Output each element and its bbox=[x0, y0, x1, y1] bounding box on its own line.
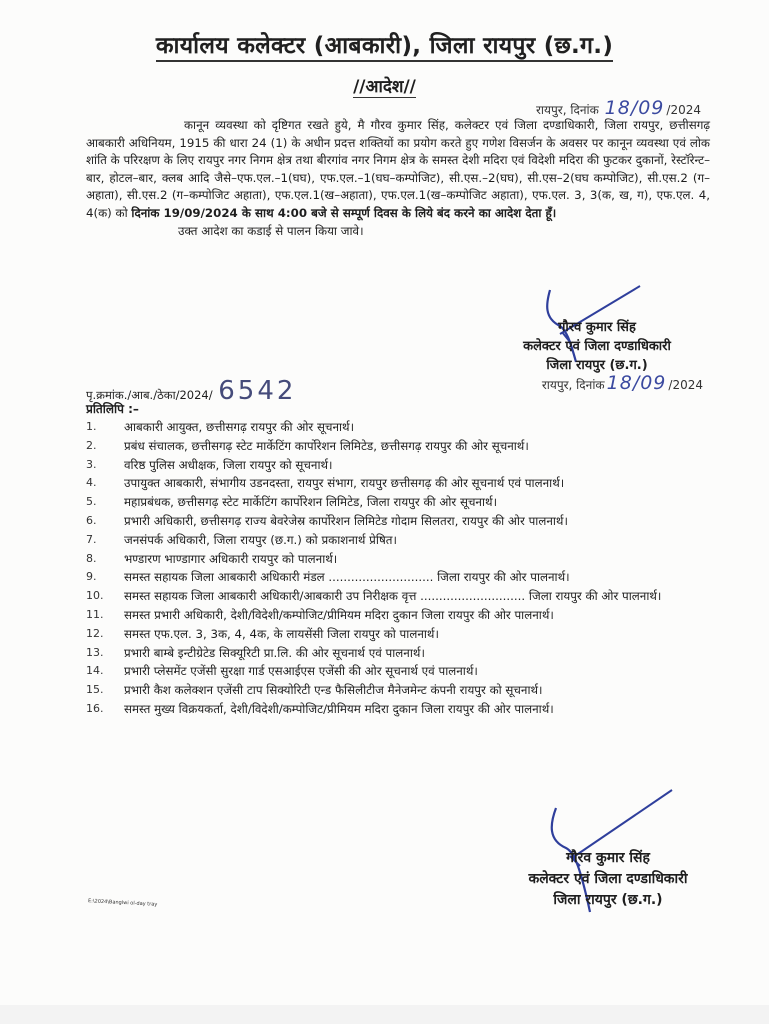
order-heading: //आदेश// bbox=[353, 77, 416, 97]
copy-item-number: 16. bbox=[86, 701, 104, 715]
copy-item-text: समस्त मुख्य विक्रयकर्ता, देशी/विदेशी/कम्पोजिट/प्रीमियम मदिरा दुकान जिला रायपुर की ओर पालनार्थ। bbox=[124, 701, 554, 716]
handwritten-date: 18/09 bbox=[606, 372, 667, 394]
copy-list-item bbox=[86, 701, 710, 718]
signature-date: रायपुर, दिनांक 18/09 /2024 bbox=[541, 372, 703, 394]
signatory-designation: कलेक्टर एवं जिला दण्डाधिकारी bbox=[523, 339, 671, 354]
copy-item-text: समस्त एफ.एल. 3, 3क, 4, 4क, के लायसेंसी जिला रायपुर को पालनार्थ। bbox=[124, 626, 439, 641]
copy-list-item bbox=[86, 663, 710, 680]
copy-item-number: 10. bbox=[86, 589, 104, 603]
signatory-district: जिला रायपुर (छ.ग.) bbox=[553, 892, 663, 908]
copy-item-text: उपायुक्त आबकारी, संभागीय उडनदस्ता, रायपुर संभाग, रायपुर छत्तीसगढ़ की ओर सूचनार्थ एवं पालनार्थ। bbox=[124, 476, 565, 491]
copy-item-text: प्रभारी कैश कलेक्शन एजेंसी टाप सिक्योरिटी एन्ड फैसिलीटीज मैनेजमेन्ट कंपनी रायपुर को सूचनार्थ। bbox=[124, 683, 543, 698]
reference-number: पृ.क्रमांक./आब./ठेका/2024/ 6542 bbox=[86, 376, 297, 406]
copy-list-item bbox=[86, 551, 710, 568]
copy-list-item bbox=[86, 626, 710, 643]
order-body bbox=[86, 117, 710, 240]
copy-list bbox=[86, 419, 710, 720]
compliance-line: उक्त आदेश का कडाई से पालन किया जावे। bbox=[178, 223, 364, 238]
copy-item-text: भण्डारण भाण्डागार अधिकारी रायपुर को पालनार्थ। bbox=[124, 551, 338, 566]
signatory-district: जिला रायपुर (छ.ग.) bbox=[546, 358, 648, 373]
copy-item-number: 1. bbox=[86, 420, 97, 433]
copy-item-text: जनसंपर्क अधिकारी, जिला रायपुर (छ.ग.) को प्रकाशनार्थ प्रेषित। bbox=[124, 532, 397, 547]
copy-item-text: समस्त सहायक जिला आबकारी अधिकारी/आबकारी उप निरीक्षक वृत्त ............................ जिला रायपुर की ओर पालनार्थ। bbox=[124, 589, 662, 604]
handwritten-ref-number: 6542 bbox=[218, 376, 297, 406]
copy-item-text: वरिष्ठ पुलिस अधीक्षक, जिला रायपुर को सूचनार्थ। bbox=[124, 457, 333, 472]
footer-file-path: E:\2024\Banglwi ol-day tray bbox=[87, 898, 158, 908]
copy-list-item bbox=[86, 569, 710, 586]
copy-list-item bbox=[86, 438, 710, 455]
copy-list-item bbox=[86, 607, 710, 624]
copy-item-number: 3. bbox=[86, 457, 97, 471]
copy-item-number: 4. bbox=[86, 476, 97, 490]
order-paragraph: कानून व्यवस्था को दृष्टिगत रखते हुये, मै गौरव कुमार सिंह, कलेक्टर एवं जिला दण्डाधिकारी, जिला रायपुर, छत्तीसगढ़ आबकारी अधिनियम, 1915 की धारा 24 (1) के अधीन प्रदत्त शक्तियों का प्रयोग करते हुए गणेश विसर्जन के अवसर पर कानून व्यवस्था एवं लोक शांति के परिरक्षण के लिए रायपुर नगर निगम क्षेत्र तथा बीरगांव नगर निगम क्षेत्र के समस्त देशी मदिरा एवं विदेशी मदिरा की फुटकर दुकानों, रेस्टॉरेन्ट–बार, होटल–बार, क्लब आदि जैसे–एफ.एल.–1(घघ), एफ.एल.–1(घघ–कम्पोजिट), सी.एस.–2(घघ), सी.एस–2(घघ कम्पोजिट), सी.एस.2 (ग–अहाता), सी.एस.2 (ग–कम्पोजिट अहाता), एफ.एल.1(ख–अहाता), एफ.एल.1(ख–कम्पोजिट अहाता), एफ.एल. 3, 3(क, ख, ग), एफ.एल. 4, 4(क) को दिनांक 19/09/2024 के साथ 4:00 बजे से सम्पूर्ण दिवस के लिये बंद करने का आदेश देता हूँ। bbox=[86, 118, 710, 220]
copy-list-item bbox=[86, 682, 710, 699]
signatory-designation: कलेक्टर एवं जिला दण्डाधिकारी bbox=[528, 871, 688, 887]
copy-list-item bbox=[86, 645, 710, 662]
copy-item-text: समस्त प्रभारी अधिकारी, देशी/विदेशी/कम्पोजिट/प्रीमियम मदिरा दुकान जिला रायपुर की ओर पालनार्थ। bbox=[124, 607, 554, 622]
copy-item-number: 5. bbox=[86, 495, 97, 509]
signatory-name: गौरव कुमार सिंह bbox=[558, 320, 636, 335]
copy-item-text: महाप्रबंधक, छत्तीसगढ़ स्टेट मार्केटिंग कार्पोरेशन लिमिटेड, जिला रायपुर की ओर सूचनार्थ। bbox=[124, 495, 498, 510]
copy-list-item bbox=[86, 532, 710, 549]
signatory-name: गौरव कुमार सिंह bbox=[566, 850, 650, 866]
handwritten-date: 18/09 bbox=[604, 97, 665, 119]
copy-item-number: 8. bbox=[86, 551, 97, 565]
copy-item-number: 14. bbox=[86, 664, 104, 678]
copy-list-item bbox=[86, 513, 710, 530]
copy-item-number: 6. bbox=[86, 513, 97, 527]
copy-label: प्रतिलिपि :– bbox=[86, 402, 139, 416]
copy-list-item bbox=[86, 419, 710, 436]
copy-item-number: 11. bbox=[86, 607, 104, 621]
copy-item-number: 13. bbox=[86, 645, 104, 659]
copy-item-number: 9. bbox=[86, 570, 97, 584]
copy-item-text: समस्त सहायक जिला आबकारी अधिकारी मंडल ............................ जिला रायपुर की ओर पालनार्थ। bbox=[124, 570, 570, 585]
copy-item-number: 12. bbox=[86, 626, 104, 640]
copy-list-item bbox=[86, 588, 710, 605]
copy-item-text: प्रभारी प्लेसमेंट एजेंसी सुरक्षा गार्ड एसआईएस एजेंसी की ओर सूचनार्थ एवं पालनार्थ। bbox=[124, 664, 478, 679]
copy-item-text: प्रभारी अधिकारी, छत्तीसगढ़ राज्य बेवरेजेस्र कार्पोरेशन लिमिटेड गोदाम सिलतरा, रायपुर की ओर पालनार्थ। bbox=[124, 513, 568, 528]
office-title: कार्यालय कलेक्टर (आबकारी), जिला रायपुर (छ.ग.) bbox=[0, 28, 769, 60]
copy-item-text: आबकारी आयुक्त, छत्तीसगढ़ रायपुर की ओर सूचनार्थ। bbox=[124, 420, 355, 434]
signature-block-1 bbox=[472, 318, 722, 375]
top-date: रायपुर, दिनांक 18/09 /2024 bbox=[536, 97, 701, 119]
copy-item-number: 2. bbox=[86, 438, 97, 452]
copy-item-text: प्रबंध संचालक, छत्तीसगढ़ स्टेट मार्केटिंग कार्पोरेशन लिमिटेड, छत्तीसगढ़ रायपुर की ओर सूचनार्थ। bbox=[124, 438, 529, 453]
copy-list-item bbox=[86, 457, 710, 474]
signature-block-2 bbox=[478, 848, 738, 911]
copy-item-text: प्रभारी बाम्बे इन्टीग्रेटेड सिक्यूरिटी प्रा.लि. की ओर सूचनार्थ एवं पालनार्थ। bbox=[124, 645, 425, 660]
copy-list-item bbox=[86, 494, 710, 511]
copy-item-number: 7. bbox=[86, 532, 97, 546]
order-closure-date: दिनांक 19/09/2024 के साथ 4:00 बजे से सम्पूर्ण दिवस के लिये बंद करने का आदेश देता हूँ। bbox=[131, 205, 557, 220]
copy-list-item bbox=[86, 475, 710, 492]
copy-item-number: 15. bbox=[86, 683, 104, 697]
